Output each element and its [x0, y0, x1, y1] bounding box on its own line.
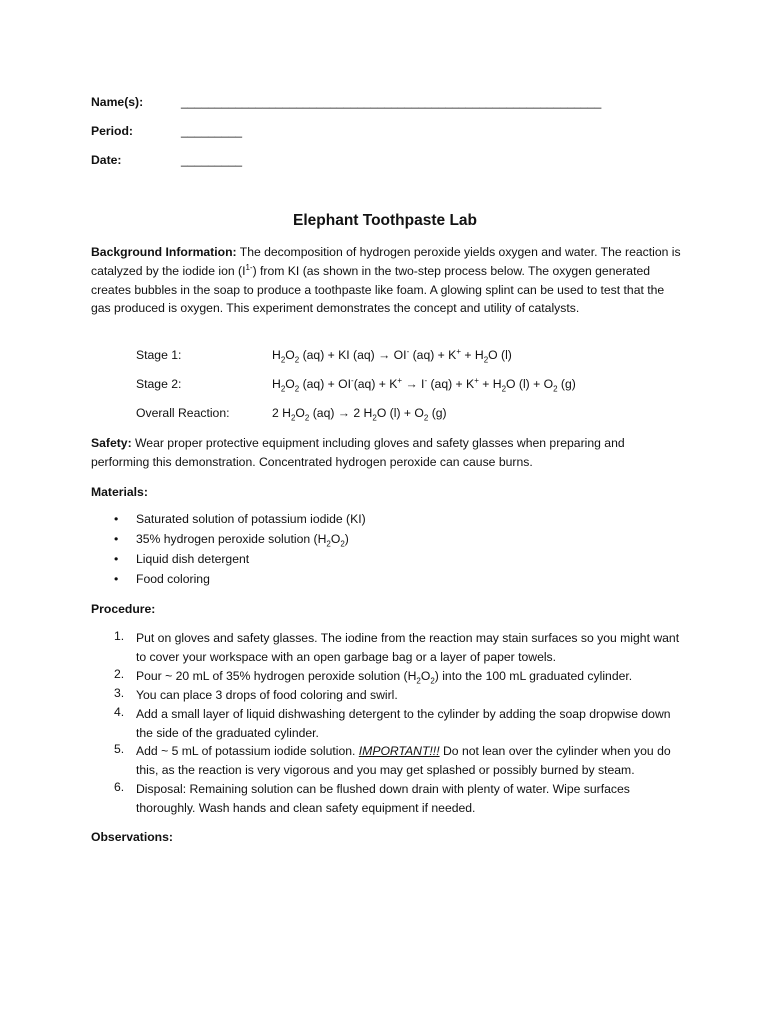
safety-paragraph: [91, 434, 681, 472]
bullet-icon: •: [114, 552, 119, 566]
material-item: 35% hydrogen peroxide solution $(H_2O_2)$: [136, 532, 349, 549]
procedure-step: Pour ~ 20 mL of 35% hydrogen peroxide solution $(H_2O_2)$ into the 100 mL graduated cylinder.: [136, 669, 633, 686]
stage-1-label: Stage 1:: [136, 348, 182, 362]
important-warning: IMPORTANT!!!: [358, 744, 440, 758]
step-5-text-before: Add ~ 5 mL of potassium iodide solution.: [136, 744, 359, 758]
background-label: Background Information:: [91, 245, 237, 259]
name-blank-line: ______________________________________________________________: [181, 95, 602, 109]
overall-reaction-equation: 2 $H_2O_2$ (aq) → 2 $H_2O$ $(l) + O_2$ (g): [272, 406, 447, 423]
step-number: 3.: [114, 686, 125, 700]
stage-2-label: Stage 2:: [136, 377, 182, 391]
step-number: 4.: [114, 705, 125, 719]
step-number: 6.: [114, 780, 125, 794]
observations-heading: Observations:: [91, 830, 173, 844]
bullet-icon: •: [114, 532, 119, 546]
background-text-before: The decomposition of hydrogen peroxide yields oxygen and water. The reaction is catalyzed by the iodide ion (I: [91, 245, 681, 278]
procedure-step: Disposal: Remaining solution can be flushed down drain with plenty of water. Wipe surfaces thoroughly. Wash hands and clean safety equipment if needed.: [136, 782, 630, 815]
period-label: Period:: [91, 124, 133, 138]
bullet-icon: •: [114, 512, 119, 526]
materials-heading: Materials:: [91, 485, 148, 499]
material-item: Food coloring: [136, 572, 210, 586]
date-label: Date:: [91, 153, 122, 167]
safety-label: Safety:: [91, 436, 132, 450]
step-number: 2.: [114, 667, 125, 681]
background-paragraph: [91, 243, 681, 318]
material-item: Liquid dish detergent: [136, 552, 250, 566]
bullet-icon: •: [114, 572, 119, 586]
page-title: Elephant Toothpaste Lab: [293, 212, 477, 229]
step-number: 5.: [114, 742, 125, 756]
step-5-text-after: Do not lean over the cylinder when you do this, as the reaction is very vigorous and you may get splashed or possibly burned by steam.: [136, 744, 671, 777]
date-blank-line: _________: [181, 153, 243, 167]
stage-1-equation: $H_2O_2$ (aq) + KI (aq) → OI- $(aq) + K^+ + H_2O$ (l): [272, 346, 512, 365]
procedure-step: Put on gloves and safety glasses. The iodine from the reaction may stain surfaces so you might want to cover your workspace with an open garbage bag or a layer of paper towels.: [136, 631, 680, 664]
background-text-after: ) from KI (as shown in the two-step process below. The oxygen generated creates bubbles in the soap to produce a toothpaste like foam. A glowing splint can be used to test that the gas produced is oxygen. This experiment demonstrates the concept and utility of catalysts.: [91, 263, 665, 316]
safety-text: Wear proper protective equipment including gloves and safety glasses when preparing and performing this demonstration. Concentrated hydrogen peroxide can cause burns.: [91, 436, 625, 469]
procedure-step: Add a small layer of liquid dishwashing detergent to the cylinder by adding the soap dropwise down the side of the graduated cylinder.: [136, 707, 671, 740]
stage-2-equation: $H_2O_2$ (aq) + OI-(aq) + K+ → I- $(aq) + K^+ + H_2O$ $(l) + O_2$ (g): [272, 375, 576, 394]
iodide-charge: 1-: [245, 262, 253, 272]
procedure-step: [136, 742, 681, 780]
material-item: Saturated solution of potassium iodide (KI): [136, 512, 366, 526]
overall-reaction-label: Overall Reaction:: [136, 406, 230, 420]
step-number: 1.: [114, 629, 125, 643]
procedure-heading: Procedure:: [91, 602, 156, 616]
name-label: Name(s):: [91, 95, 144, 109]
period-blank-line: _________: [181, 124, 243, 138]
procedure-step: You can place 3 drops of food coloring and swirl.: [136, 688, 398, 702]
